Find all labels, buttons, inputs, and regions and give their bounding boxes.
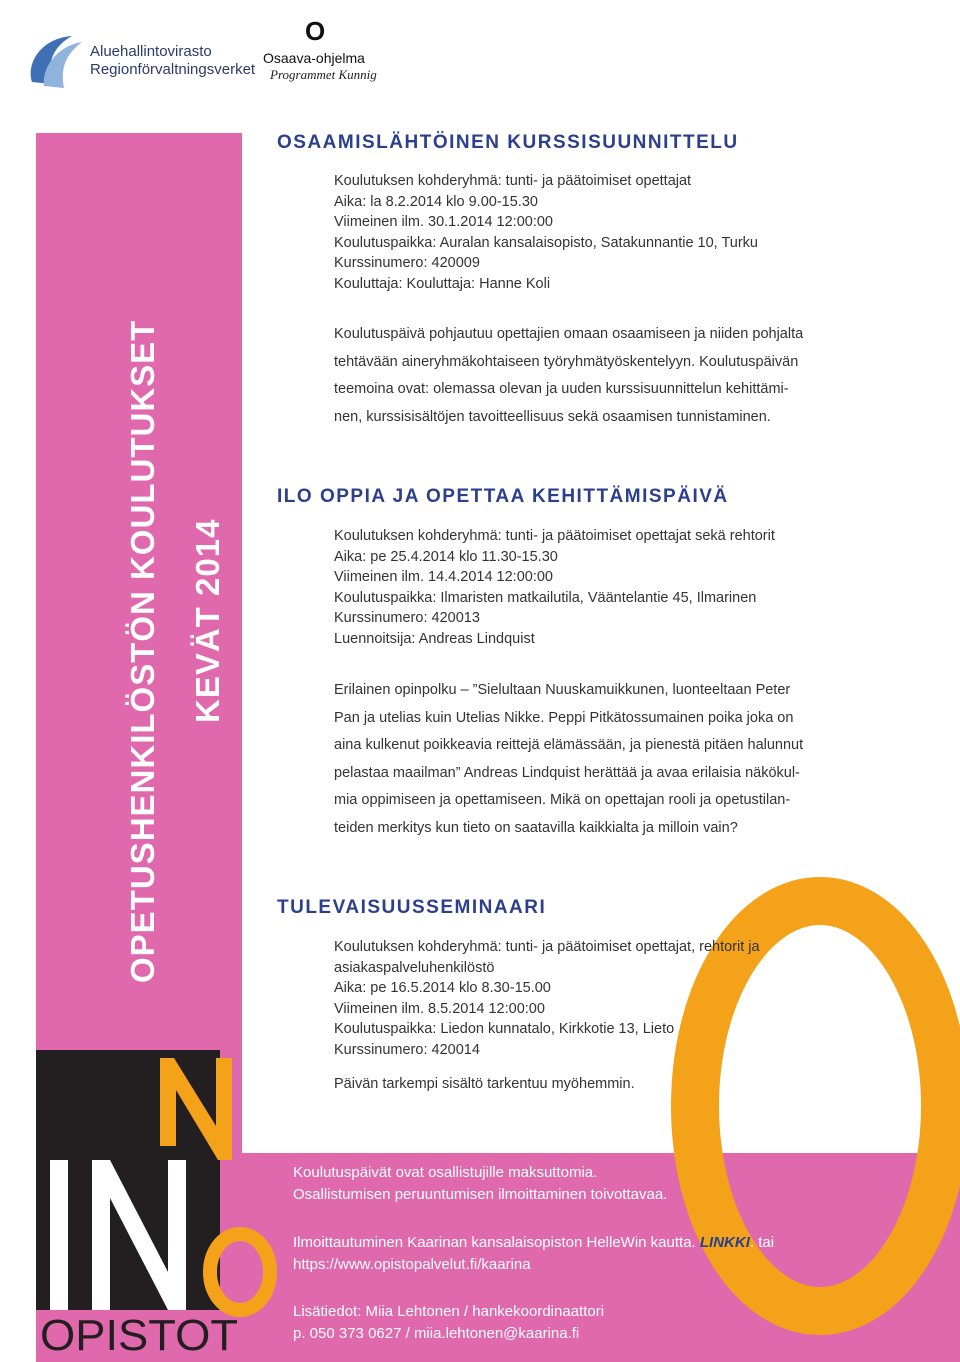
course2-lecturer: Luennoitsija: Andreas Lindquist: [334, 630, 535, 647]
course2-desc-line: aina kulkenut poikkeavia reittejä elämässään, ja pienestä pitäen halunnut: [334, 737, 804, 753]
course1-number: Kurssinumero: 420009: [334, 255, 480, 271]
inno-logo-icon: [36, 1050, 286, 1362]
avi-logo-icon: [24, 32, 84, 90]
course3-description: Päivän tarkempi sisältö tarkentuu myöhemmin.: [334, 1076, 635, 1092]
registration-line: [293, 1232, 774, 1254]
course2-desc-line: Pan ja utelias kuin Utelias Nikke. Peppi Pitkätossumainen poika joka on: [334, 709, 794, 726]
vertical-title-line1: OPETUSHENKILÖSTÖN KOULUTUKSET: [124, 319, 161, 983]
contact-person: Lisätiedot: Miia Lehtonen / hankekoordinaattori: [293, 1303, 605, 1320]
course2-time: Aika: pe 25.4.2014 klo 11.30-15.30: [334, 548, 558, 565]
footer-info: [293, 1162, 667, 1206]
course3-title: TULEVAISUUSSEMINAARI: [277, 897, 547, 918]
course3-location: Koulutuspaikka: Liedon kunnatalo, Kirkkotie 13, Lieto: [334, 1021, 675, 1037]
course1-desc-line: tehtävään aineryhmäkohtaiseen työryhmätyöskentelyyn. Koulutuspäivän: [334, 353, 799, 370]
course3-number: Kurssinumero: 420014: [334, 1041, 480, 1058]
contact-details: p. 050 373 0627 / miia.lehtonen@kaarina.fi: [293, 1325, 580, 1342]
course1-location: Koulutuspaikka: Auralan kansalaisopisto, Satakunnantie 10, Turku: [334, 234, 758, 251]
course3-info: [334, 937, 760, 1060]
course1-desc-line: teemoina ovat: olemassa olevan ja uuden kurssisuunnittelun kehittämi-: [334, 381, 789, 397]
course3-deadline: Viimeinen ilm. 8.5.2014 12:00:00: [334, 1000, 545, 1017]
course2-title: ILO OPPIA JA OPETTAA KEHITTÄMISPÄIVÄ: [277, 486, 729, 507]
registration-suffix: . tai: [749, 1234, 775, 1251]
course2-target: Koulutuksen kohderyhmä: tunti- ja päätoimiset opettajat sekä rehtorit: [334, 528, 775, 544]
osaava-mark: O: [305, 16, 326, 46]
course2-desc-line: teiden merkitys kun tieto on saatavilla kaikkialta ja milloin vain?: [334, 819, 738, 836]
course1-target: Koulutuksen kohderyhmä: tunti- ja päätoimiset opettajat: [334, 173, 692, 189]
avi-name-sv: Regionförvaltningsverket: [90, 61, 256, 78]
inno-logo-text: OPISTOT: [40, 1311, 238, 1360]
course2-location: Koulutuspaikka: Ilmaristen matkailutila, Vääntelantie 45, Ilmarinen: [334, 589, 757, 606]
avi-name-fi: Aluehallintovirasto: [90, 43, 212, 60]
course1-desc-line: nen, kurssisisältöjen tavoitteellisuus sekä osaamisen tunnistaminen.: [334, 408, 771, 425]
osaava-name: Osaava-ohjelma: [263, 50, 365, 66]
course2-description: [334, 677, 874, 842]
course2-desc-line: mia oppimiseen ja opettamiseen. Mikä on opettajan rooli ja opetustilan-: [334, 792, 791, 808]
course1-trainer: Kouluttaja: Kouluttaja: Hanne Koli: [334, 275, 551, 292]
course2-info: [334, 526, 775, 649]
course1-title: OSAAMISLÄHTÖINEN KURSSISUUNNITTELU: [277, 132, 739, 153]
footer-cancel-note: Osallistumisen peruuntumisen ilmoittaminen toivottavaa.: [293, 1186, 668, 1203]
vertical-title-line2: KEVÄT 2014: [189, 518, 226, 723]
course2-number: Kurssinumero: 420013: [334, 610, 480, 626]
footer-registration: [293, 1232, 774, 1276]
registration-link[interactable]: LINKKI: [699, 1234, 750, 1251]
course3-target: Koulutuksen kohderyhmä: tunti- ja päätoimiset opettajat, rehtorit ja: [334, 939, 760, 955]
course3-target-cont: asiakaspalveluhenkilöstö: [334, 959, 495, 976]
course1-time: Aika: la 8.2.2014 klo 9.00-15.30: [334, 193, 538, 210]
registration-text: Ilmoittautuminen Kaarinan kansalaisopiston HelleWin kautta.: [293, 1234, 696, 1251]
footer-contact: [293, 1301, 604, 1345]
osaava-subtitle: Programmet Kunnig: [270, 67, 377, 82]
course1-info: [334, 171, 758, 294]
course1-deadline: Viimeinen ilm. 30.1.2014 12:00:00: [334, 214, 553, 230]
vertical-title: [42, 133, 232, 993]
course3-time: Aika: pe 16.5.2014 klo 8.30-15.00: [334, 980, 551, 996]
avi-name: [90, 43, 255, 79]
course1-description: [334, 321, 874, 431]
course2-deadline: Viimeinen ilm. 14.4.2014 12:00:00: [334, 569, 553, 585]
course2-desc-line: Erilainen opinpolku – ”Sielultaan Nuuskamuikkunen, luonteeltaan Peter: [334, 682, 791, 698]
course1-desc-line: Koulutuspäivä pohjautuu opettajien omaan osaamiseen ja niiden pohjalta: [334, 326, 804, 342]
footer-free-note: Koulutuspäivät ovat osallistujille maksuttomia.: [293, 1164, 598, 1181]
registration-url[interactable]: https://www.opistopalvelut.fi/kaarina: [293, 1256, 531, 1273]
course2-desc-line: pelastaa maailman” Andreas Lindquist herättää ja avaa erilaisia näkökul-: [334, 764, 800, 781]
